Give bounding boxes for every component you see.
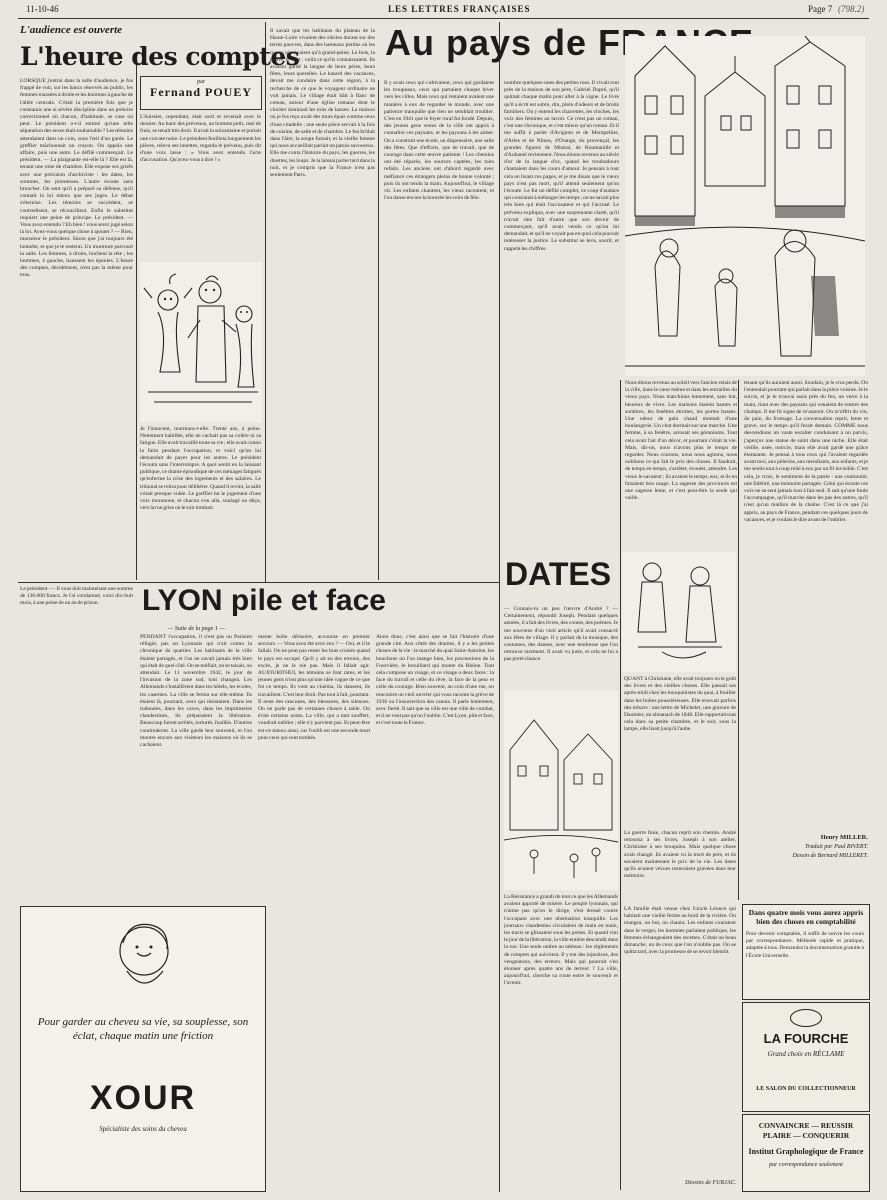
article-body: Il savait que les habitants du plateau de la Haute-Loire vivaient des siècles durant sur des terres pauvres, dans des hameaux perdus où les routes n'arrivaient qu'à grand-peine. Le bois, la pierre, le vent : voilà ce qu'ils connaissaient. Ils avaient gardé la langue de leurs pères, leurs fêtes, leurs querelles. Le hasard des vacances, devait me conduire dans cette région, à la recherche de ce que le voyageur ordinaire ne voit jamais. Le village était bâti à flanc de coteau, autour d'une église romane dont le clocher dominait les toits de lauzes. La maison où je fus reçu avait des murs épais comme ceux d'une citadelle ; une seule pièce servait à la fois de cuisine, de salle et de chambre. Le feu brûlait dans l'âtre, la soupe fumait, et la vieille femme qui nous accueillait parlait un patois savoureux. Elle me conta l'histoire du pays, les guerres, les disettes, les loups. Je la laissai parler tard dans la nuit, et je compris que la France n'est pas seulement Paris.: [270, 28, 375, 179]
graphology-advertisement: [742, 1114, 870, 1192]
woman-portrait-illustration: [99, 915, 189, 1005]
byline-prefix: par: [197, 79, 205, 85]
article-body: LORSQUE j'entrai dans la salle d'audience, je fus frappé de voir, sur les bancs réservés au public, les femmes massées à droite et les hommes à gauche de l'allée centrale. C'était la première fois que je constatais une si sévère discipline dans un prétoire correctionnel où chacun, d'habitude, se case où peut. Le président a-t-il estimé qu'une telle séparation des sexes était souhaitable ? Les témoins attendaient dans un coin, sous l'œil d'un garde. Le greffier mâchonnait un crayon. On appela une affaire, puis une autre. Le défilé commençait. Le président. — La plaignante est-elle là ? Elle est là, tenant une robe de chambre. Elle expose ses griefs avec une précision d'archiviste : les dates, les sommes, les promesses. L'autre écoute sans broncher. On sent qu'il a préparé sa défense, qu'il connaît la loi mieux que ses juges. Le débat s'éternise. Les témoins se succèdent, se contredisent, se réconcilient. Enfin le substitut requiert une peine de principe. Le président. — Vous avez entendu ? Eh bien ! vous serez jugé selon la loi. Avez-vous quelque chose à ajouter ? — Rien, monsieur le président. Sinon que j'ai toujours été honnête, et que je le resterai. Un murmure parcourt la salle. Les femmes, à droite, hochent la tête ; les hommes, à gauche, haussent les épaules. L'heure des comptes, décidément, n'est pas la même pour tous.: [20, 78, 133, 279]
article-body: nombre quelques-unes des petites rues. Il vivait tout près de la maison de son père, Gabriel Dupré, qu'il quittait chaque matin pour aller à la vigne. Le livre qu'il a écrit est sobre, dru, plein d'odeurs et de bruits familiers. On y entend les charrettes, les cloches, les voix des femmes au lavoir. Ce n'est pas un roman, c'est une chronique, et c'est mieux qu'un roman. Et il me suffit à parler d'Avignon et de Montpellier, d'Arles et de Nîmes, d'Orange, du provençal, les grandes figures de Mistral, de Roumanille et d'Aubanel reviennent. Nous étions revenus au siècle d'or de la langue d'oc, quand les troubadours chantaient dans les cours d'amour. Je pensais à tout cela en lisant ces pages, et je me disais que le vieux pays n'est pas mort, qu'il attend seulement qu'on l'écoute. Le fut un défilé complet, ce coup d'audace qui consistait à mélanger les temps ; on ne savait plus très bien qui était l'accusateur et qui l'accusé. Le prévenu expliqua, avec une surprenante clarté, qu'il n'avait rien fait d'autre que son devoir de commerçant, qu'il avait vendu ce qu'on lui demandait, et qu'il ne voyait pas en quoi cela pouvait intéresser la justice. Le substitut se leva, sourit, et rappela les chiffres.: [504, 80, 619, 252]
article-body: Il y avait ceux qui cultivaient, ceux qui gardaient les troupeaux, ceux qui partaient chaque hiver vers les villes. Mais ceux qui restaient avaient une manière à eux de regarder le monde, avec une patience tranquille que rien ne semblait troubler. C'est en 1941 que le foyer rural fut fondé. Depuis, des jeunes gens venus de la ville ont appris à connaître ces paysans, et les paysans à les aimer. On a construit une école, un dispensaire, une salle des fêtes. Que d'efforts, que de travail, que de courage dans cette œuvre patiente ! Les chemins ont été réparés, les sources captées, les toits refaits. Les anciens ont d'abord regardé avec méfiance ces étrangers pleins de bonne volonté ; puis ils ont tendu la main. Aujourd'hui, le village vit. Les enfants chantent, les vieux racontent, et l'on danse encore la bourrée les soirs de fête.: [384, 80, 494, 202]
column-rule: [136, 60, 137, 580]
continuation-note: — Suite de la page 1 —: [168, 626, 225, 632]
signature: Henry MILLER.: [820, 834, 868, 841]
article-title: L'heure des comptes: [20, 42, 300, 71]
article-body: Je l'innocent, murmura-t-elle. Trente ans, à peine. Nettement habillée, elle ne cachait pas sa colère ni sa fatigue. Elle avait travaillé toute sa vie ; elle avait connu la faim pendant l'occupation, et voici qu'on lui demandait de payer pour les autres. Le président l'écouta sans l'interrompre. A quoi sentit en la laissant publique, ce drame épisodique de ces ménages fatigués qu'enferme la crise des logements et des salaires. Le tribunal se retira pour délibérer. Quand il revint, la salle s'était presque vidée. Le greffier lut le jugement d'une voix monotone, et chacun s'en alla, soulagé ou déçu, vers la rue grise où le soir tombait.: [140, 426, 261, 512]
column-rule: [378, 80, 379, 580]
article-title: LYON pile et face: [142, 584, 386, 617]
column-rule: [620, 380, 621, 1190]
article-body: tenant qu'ils auraient aussi. Soudain, je le crus perdu. On l'entendait pourtant qui parlait dans la pièce voisine. Je le suivis, et je le trouvai assis près du feu, un verre à la main, riant avec des paysans qui venaient de rentrer des champs. Il me fit signe de m'asseoir. On m'offrit du vin, du pain, du fromage. La conversation reprit, lente et grave, sur le temps qu'il ferait demain. COMME nous descendions un vaste escalier conduisant à un parvis, j'aperçus une statue de saint dans une niche. Elle était vieille, usée, noircie, mais elle avait gardé une grâce étonnante. Je pensai à tous ceux qui l'avaient regardée avant moi, aux pèlerins, aux mendiants, aux enfants, et je me sentis tout à coup relié à eux par un fil invisible. C'est cela, je crois, le sentiment de la patrie : une continuité, une fidélité, une mémoire partagée. Celui qui écoute ces voix ne se sent jamais tout à fait seul. Il sait qu'une foule l'accompagne, qu'il marche dans les pas des autres, qu'il n'est qu'un maillon de la chaîne. C'est là ce que j'ai appris, au pays de France, pendant ces quelques jours de vacances, et je voulais le dire avant de l'oublier.: [744, 380, 868, 523]
drawing-credit: Dessin de Bernard MILLERET.: [792, 853, 868, 859]
archive-mark: (798.2): [838, 4, 865, 14]
article-body: L'huissier, cependant, était sorti et revenait avec le dossier. Au banc des prévenus, un homme petit, rasé de frais, se tenait très droit. Il avait la soixantaine et portait une cravate noire. Le président feuilleta longuement les pièces, releva ses lunettes, regarda le prévenu, puis dit d'une voix lasse : « Vous avez entendu l'acte d'accusation. Qu'avez-vous à dire ? »: [140, 114, 261, 164]
article-title: DATES: [505, 556, 612, 592]
xour-subtitle: Spécialiste des soins du cheveu: [99, 1125, 187, 1133]
courtroom-illustration: [140, 262, 262, 422]
article-body: Le président. — Il vous doit maintenant une somme de 138.000 francs. Je l'ai condamné, voici dix-huit mois, à une peine de un an de prison.: [20, 586, 133, 607]
article-title: Au pays de FRANCE: [385, 22, 755, 63]
graphology-title: CONVAINCRE — REUSSIR PLAIRE — CONQUERIR: [758, 1121, 854, 1140]
author-name: Fernand POUEY: [149, 85, 252, 99]
section-rule: [18, 582, 499, 583]
article-body: Nous étions revenus au soleil vers l'ancien relais de la ville, dans le cœur même et dans les entrailles du vieux pays. Nous marchions lentement, sans but, heureux de vivre. Les maisons étaient hautes et sombres, les fenêtres étroites, les portes basses. Une odeur de pain chaud montait d'une boulangerie. Un chat dormait sur une marche. Une femme, à sa fenêtre, arrosait ses géraniums. Tout cela avait l'air d'un décor, et pourtant c'était la vie. Mais, dit-on, nous n'avons plus le temps de regarder. Nous courons, nous nous agitons, nous oublions ce qui fait le prix des choses. Il faudrait, de temps en temps, s'arrêter, écouter, attendre. Les vieux le savaient ; ils avaient le temps, eux, et ils en faisaient bon usage. La sagesse des provinces est une sagesse lente, et c'est peut-être la seule qui vaille.: [625, 380, 737, 502]
article-body: — Connais-tu un peu l'œuvre d'André ? — Certainement, répondit Joseph. Pendant quelques années, il a fait des livres, des contes, des poèmes. Je me souviens d'un vieil article qu'il avait consacré aux fêtes de village. Il y parlait de la musique, des costumes, des danses, avec une tendresse que l'on retrouve rarement. Il avait vu juste, et cela ne lui a pas porté chance.: [504, 606, 618, 663]
column-rule: [499, 22, 500, 1192]
la-fourche-subtitle: Grand choix en RÉCLAME: [767, 1050, 845, 1058]
accounting-title: Dans quatre mois vous aurez appris bien des choses en comptabilité: [748, 908, 864, 926]
article-body: mente boîte dérisoire, accourue en premier secours. — Vous avez été avec eux ? — Oui, et il le fallait. On ne peut pas rester les bras croisés quand le pays est occupé. Qu'il y ait eu des erreurs, des excès, je ne le nie pas. Mais il fallait agir. AUJOURD'HUI, les témoins se font rares, et les jeunes gens n'ont plus qu'une idée vague de ce que fut ce temps. Ils vont au cinéma, ils dansent, ils travaillent. C'est leur droit. Pas tout à fait, pourtant. Il reste des rancunes, des blessures, des silences. On ne parle pas de certaines choses à table. On évite certains noms. La ville, qui a tant souffert, voudrait oublier ; elle n'y parvient pas. Et peut-être est-ce mieux ainsi, car l'oubli est une seconde mort pour ceux qui sont tombés.: [258, 634, 370, 741]
figures-illustration: [622, 552, 736, 672]
article-body: La Résistance a grandi de tout ce que les Allemands avaient apporté de misère. Le peuple lyonnais, qui n'aime pas qu'on le dirige, s'est dressé contre l'occupant avec une obstination tranquille. Les journaux clandestins circulaient de main en main, les tracts se glissaient sous les portes. Et quand vint le jour de la libération, la ville entière descendit dans la rue. Une seule ombre au tableau : les règlements de comptes qui suivirent. Il y eut des injustices, des vengeances, des erreurs. Mais qui pourrait s'en étonner après quatre ans de terreur ? La ville, aujourd'hui, cherche sa route entre le souvenir et l'avenir.: [504, 894, 618, 987]
issue-date: 11-10-46: [26, 4, 59, 14]
logo-icon: [790, 1009, 822, 1027]
article-body: La guerre finie, chacun reprit son chemin. André retourna à ses livres, Joseph à son atelier, Christiane à ses bouquins. Mais quelque chose avait changé. Ils avaient vu la mort de près, et ils savaient maintenant le prix de la vie. Les dates qu'ils avaient vécues resteraient gravées dans leur mémoire.: [624, 830, 736, 880]
drawing-credit: Dessins de FURJAC.: [685, 1180, 736, 1186]
column-rule: [738, 380, 739, 900]
la-fourche-brand: LA FOURCHE: [763, 1031, 849, 1046]
column-rule: [265, 22, 266, 582]
xour-advertisement: [20, 906, 266, 1192]
accounting-advertisement: [742, 904, 870, 1000]
xour-brand: XOUR: [89, 1079, 197, 1117]
section-label: L'audience est ouverte: [20, 24, 123, 36]
town-square-illustration: [504, 690, 618, 890]
la-fourche-advertisement: [742, 1002, 870, 1112]
article-body: QUANT à Christiane, elle avait toujours eu le goût des livres et des vieilles choses. Elle passait ses après-midi chez les bouquinistes du quai, à fouiller dans les boîtes poussiéreuses. Elle trouvait parfois des trésors : une lettre de Michelet, une gravure de Daumier, un almanach de 1848. Elle rapportait tout cela dans sa petite chambre, et le soir, sous la lampe, elle lisait jusqu'à l'aube.: [624, 676, 736, 733]
xour-tagline: Pour garder au cheveu sa vie, sa souplesse, son éclat, chaque matin une friction: [37, 1016, 249, 1042]
byline-box: [140, 76, 262, 110]
article-body: LA famille était venue chez l'oncle Léonce qui habitait une vieille ferme au bord de la rivière. On mangea, on but, on chanta. Les enfants couraient dans le verger, les hommes parlaient politique, les femmes échangeaient des recettes. C'était un beau dimanche, un de ceux que l'on n'oublie pas. On se quitta tard, avec la promesse de se revoir bientôt.: [624, 906, 736, 956]
article-body: PENDANT l'occupation, il n'est pas un Parisien réfugié, pas un Lyonnais qui n'ait connu la chronique du quartier. Les habitants de la ville étaient partagés, et l'on ne savait jamais très bien qui était de quel côté. On se méfiait, on se taisait, on attendait. Le 11 novembre 1942, le jour de l'invasion de la zone sud, tout changea. Les Allemands s'installèrent dans les hôtels, les écoles, les casernes. La ville se ferma sur elle-même. Ils étaient là, pourtant, ceux qui résistaient. Dans les traboules, dans les caves, dans les imprimeries clandestines, ils préparaient la libération. Beaucoup furent arrêtés, torturés, fusillés. D'autres continuèrent. La ville garde leur souvenir, et l'on montre encore aux visiteurs les maisons où ils se cachaient.: [140, 634, 252, 749]
accounting-body: Pour devenir comptable, il suffit de suivre les cours par correspondance. Méthode rapide et pratique, adaptée à tous. Demandez la documentation gratuite à l'École Universelle.: [746, 931, 864, 959]
translation-credit: Traduit par Paul RIVERT.: [805, 844, 868, 850]
village-street-illustration: [625, 36, 865, 376]
masthead: LES LETTRES FRANÇAISES: [388, 4, 531, 14]
page-header: [18, 4, 869, 19]
la-fourche-footer: LE SALON DU COLLECTIONNEUR: [756, 1086, 856, 1092]
graphology-footer: par correspondance seulement: [769, 1162, 843, 1168]
page-number: Page 7: [808, 4, 833, 14]
graphology-institute: Institut Graphologique de France: [748, 1147, 864, 1156]
article-body: Alors donc, c'est ainsi que se fait l'histoire d'une grande cité. Aux côtés des drames, il y a les petites choses de la vie : le marché du quai Saint-Antoine, les bouchons où l'on mange bien, les processions de la Fourvière, le brouillard qui monte du Rhône. Tout cela compose un visage, et ce visage a deux faces : la face du travail et celle du rêve, la face de la peur et celle du courage. Bien souvent, au coin d'une rue, on rencontre un vieil ouvrier qui vous raconte la grève de 1936 ou l'insurrection des canuts. Il parle lentement, avec fierté. Il sait que sa ville est une ville de combat, et il ne veut pas qu'on l'oublie. C'est Lyon, pile et face, et c'est toute la France.: [376, 634, 494, 727]
